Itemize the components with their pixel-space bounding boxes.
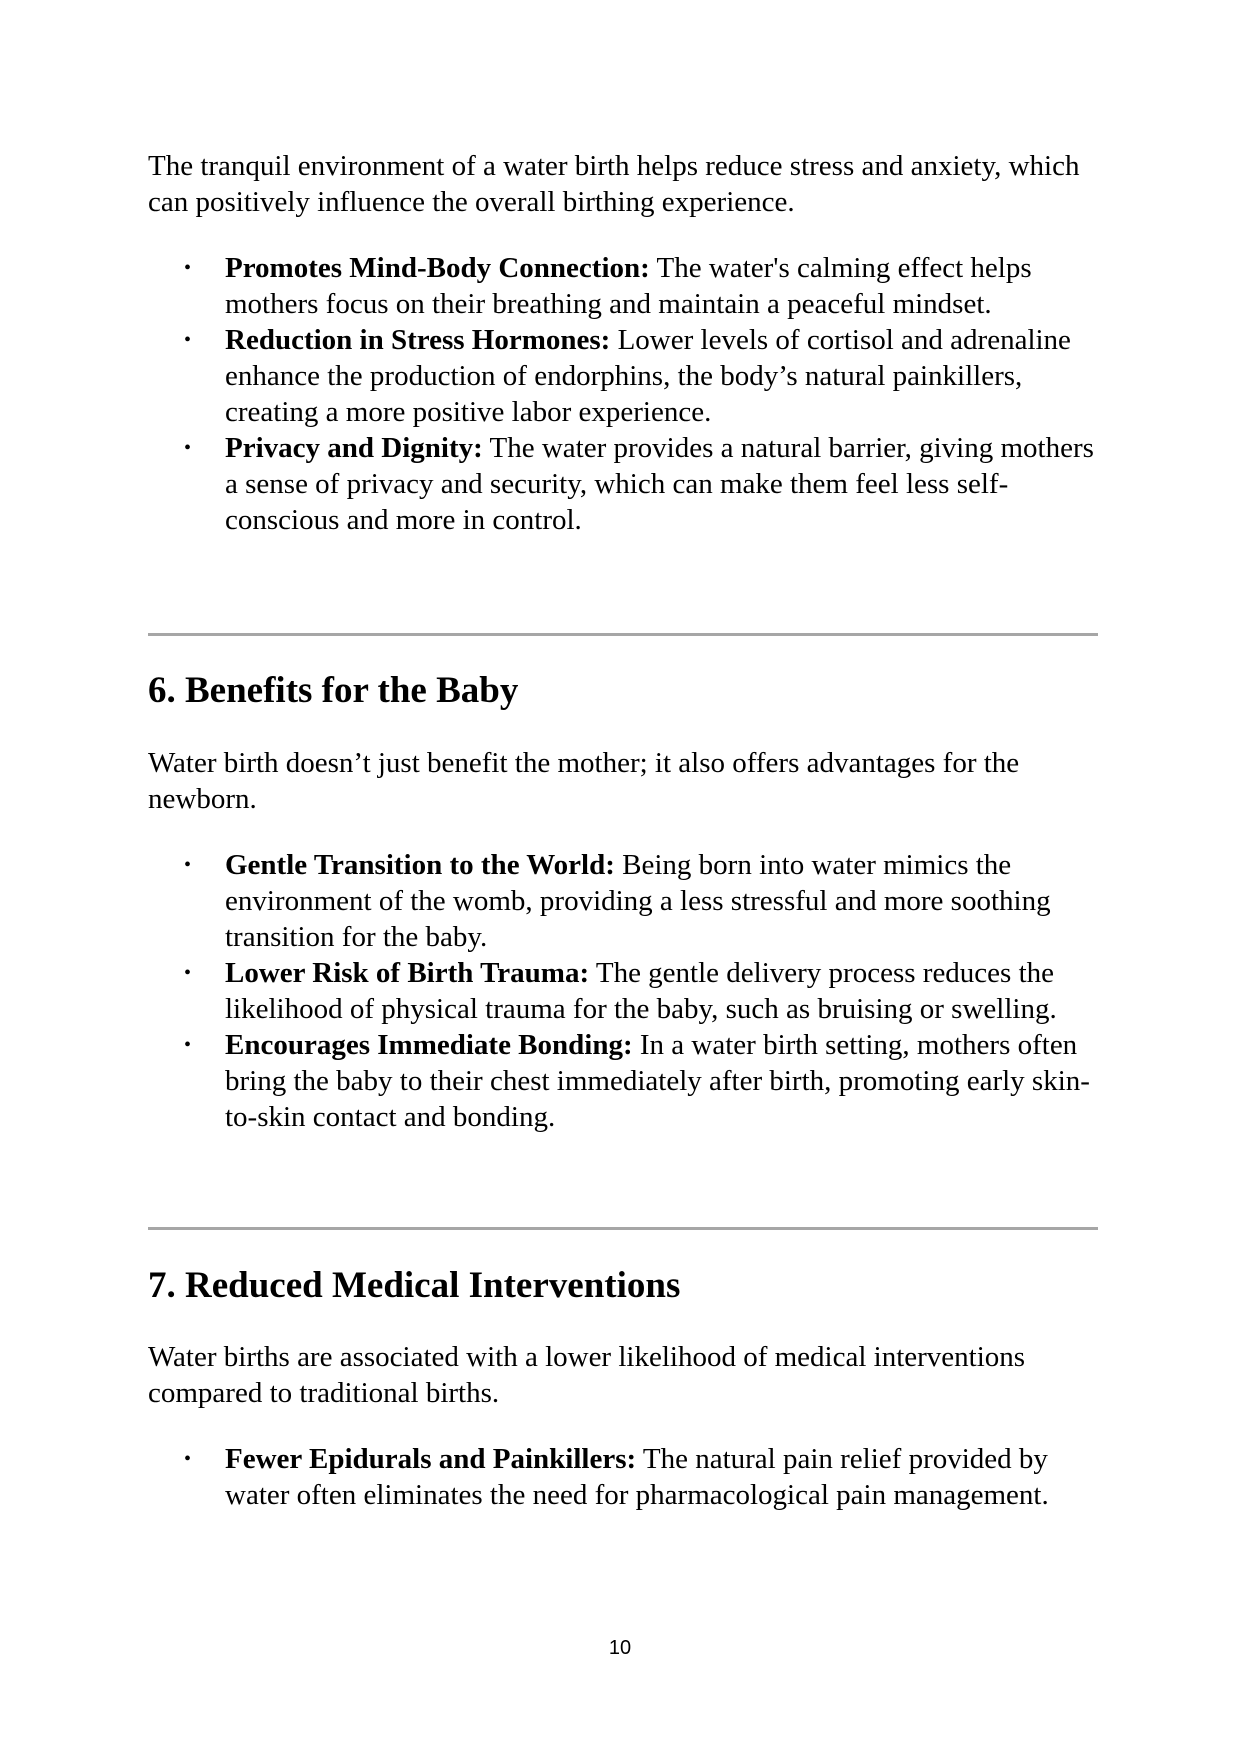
list-item: [148, 847, 1098, 955]
list-item-term: Encourages Immediate Bonding:: [225, 1029, 633, 1061]
list-item-text: The gentle delivery process reduces the likelihood of physical trauma for the baby, such as bruising or swelling.: [225, 957, 1057, 1025]
list-item: [148, 322, 1098, 430]
section-6-heading: 6. Benefits for the Baby: [148, 670, 519, 711]
list-item-term: Fewer Epidurals and Painkillers:: [225, 1443, 637, 1475]
list-item-term: Gentle Transition to the World:: [225, 849, 615, 881]
list-item-term: Lower Risk of Birth Trauma:: [225, 957, 590, 989]
list-item-term: Privacy and Dignity:: [225, 432, 483, 464]
section-7-heading: 7. Reduced Medical Interventions: [148, 1265, 681, 1306]
medical-interventions-list: [148, 1441, 1098, 1513]
list-item: [148, 1441, 1098, 1513]
bullet-icon: •: [184, 437, 192, 459]
bullet-icon: •: [184, 257, 192, 279]
baby-benefits-list: [148, 847, 1098, 1135]
list-item-term: Reduction in Stress Hormones:: [225, 324, 611, 356]
section-7-intro: Water births are associated with a lower likelihood of medical interventions compared to traditional births.: [148, 1341, 1026, 1409]
intro-paragraph: The tranquil environment of a water birth helps reduce stress and anxiety, which can positively influence the overall birthing experience.: [148, 150, 1080, 218]
bullet-icon: •: [184, 1034, 192, 1056]
list-item: [148, 955, 1098, 1027]
bullet-icon: •: [184, 1448, 192, 1470]
list-item: [148, 250, 1098, 322]
bullet-icon: •: [184, 962, 192, 984]
section-divider: [148, 633, 1098, 636]
page-number: 10: [608, 1637, 632, 1659]
section-6-intro: Water birth doesn’t just benefit the mother; it also offers advantages for the newborn.: [148, 747, 1020, 815]
list-item-text: The natural pain relief provided by water often eliminates the need for pharmacological pain management.: [225, 1443, 1049, 1511]
list-item: [148, 430, 1098, 538]
list-item: [148, 1027, 1098, 1135]
bullet-icon: •: [184, 329, 192, 351]
list-item-text: In a water birth setting, mothers often bring the baby to their chest immediately after birth, promoting early skin-to-skin contact and bonding.: [225, 1029, 1090, 1133]
list-item-text: The water's calming effect helps mothers focus on their breathing and maintain a peaceful mindset.: [225, 252, 1032, 320]
bullet-icon: •: [184, 854, 192, 876]
list-item-text: Lower levels of cortisol and adrenaline enhance the production of endorphins, the body’s natural painkillers, creating a more positive labor experience.: [225, 324, 1071, 428]
list-item-text: The water provides a natural barrier, giving mothers a sense of privacy and security, which can make them feel less self-conscious and more in control.: [225, 432, 1094, 536]
section-divider: [148, 1227, 1098, 1230]
stress-benefits-list: [148, 250, 1098, 538]
list-item-term: Promotes Mind-Body Connection:: [225, 252, 650, 284]
list-item-text: Being born into water mimics the environment of the womb, providing a less stressful and more soothing transition for the baby.: [225, 849, 1051, 953]
